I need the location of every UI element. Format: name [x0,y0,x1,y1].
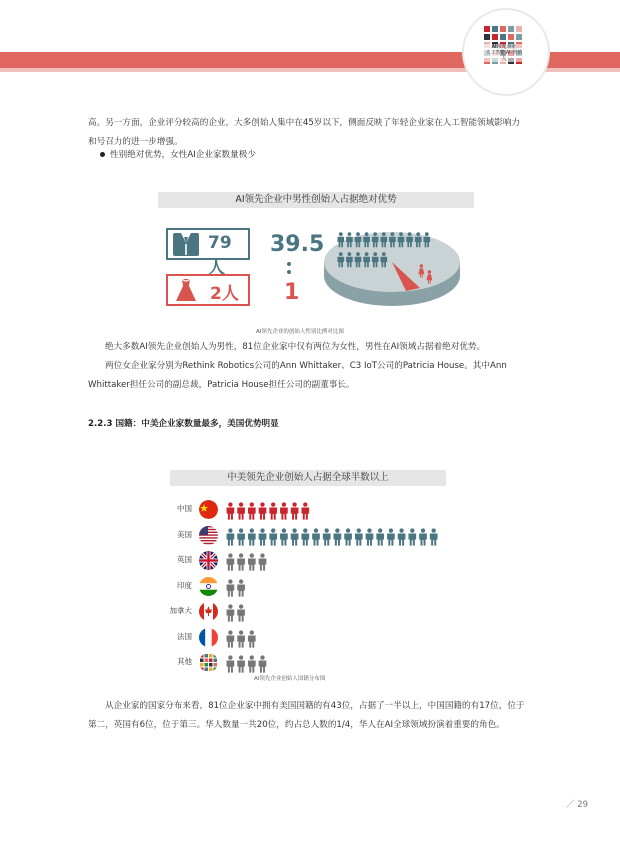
person-icon [259,502,267,519]
person-icon [301,528,309,545]
male-ratio-number: 39.5 [270,232,325,257]
person-icon [248,630,256,647]
usa-flag-icon [199,526,218,545]
person-icon [344,528,352,545]
report-logo-text: AI领先企业 人工智能AI·创始人 [485,44,523,62]
person-icon [237,655,245,672]
person-icon [366,528,374,545]
nationality-bar-6 [226,654,273,674]
paragraph-nationality: 从企业家的国家分布来看，81位企业家中拥有美国国籍的有43位，占据了一半以上，中国国籍的有17位，位于第二，英国有6位，位于第三。华人数量一共20位，约占总人数的1/4，华人在AI全球领域扮演着重要的角色。 [88,701,525,730]
person-icon [237,579,245,596]
person-icon [237,502,245,519]
india-flag-icon [199,577,218,596]
person-icon [227,528,235,545]
logo-tile [508,34,514,40]
person-icon [227,630,235,647]
person-icon [237,604,245,621]
logo-tile [492,26,498,32]
nationality-chart-caption: AI领先企业创始人国籍分布图 [254,676,326,682]
nationality-bar-4 [226,603,251,623]
country-label: 中国 [177,504,192,513]
person-icon [301,502,309,519]
bullet-text: 性别绝对优势，女性AI企业家数量极少 [110,150,256,160]
person-icon [237,553,245,570]
female-count-box [166,274,250,306]
person-icon [398,528,406,545]
person-icon [248,502,256,519]
suit-icon [172,231,200,257]
nationality-bar-2 [226,552,273,572]
ratio-colon-bottom [287,270,291,274]
nationality-chart-title: 中美领先企业创始人占据全球半数以上 [170,470,446,486]
logo-tile [492,34,498,40]
china-flag-icon [199,500,218,519]
canada-flag-icon [199,602,218,621]
logo-tile [484,26,490,32]
logo-tile [484,34,490,40]
uk-flag-icon [199,551,218,570]
male-count-label: 79人 [208,233,232,278]
page-number: ／ 29 [566,800,589,810]
logo-tile [500,34,506,40]
others-flags-icon [199,653,218,672]
paragraph-gender-1: 绝大多数AI领先企业创始人为男性，81位企业家中仅有两位为女性，男性在AI领域占据着绝对优势。 [105,342,486,352]
person-icon [323,528,331,545]
person-icon [237,630,245,647]
nationality-bar-3 [226,578,251,598]
gender-chart-title: AI领先企业中男性创始人占据绝对优势 [158,192,474,208]
person-icon [291,528,299,545]
country-label: 英国 [177,555,192,564]
person-icon [248,528,256,545]
logo-tile [500,26,506,32]
nationality-bar-1 [226,527,444,547]
country-label: 美国 [177,529,192,539]
person-icon [387,528,395,545]
person-icon [259,553,267,570]
person-icon [269,528,277,545]
person-icon [227,553,235,570]
female-count-label: 2人 [210,284,239,304]
paragraph-gender-2: 两位女企业家分别为Rethink Robotics公司的Ann Whittaker、C3 IoT公司的Patricia House。其中Ann Whittaker担任公司的副总裁，Patricia House担任公司的副董事长。 [88,361,507,390]
person-icon [259,528,267,545]
person-icon [376,528,384,545]
person-icon [259,655,267,672]
gender-pie-chart [320,220,470,310]
person-icon [419,528,427,545]
section-heading-nationality: 2.2.3 国籍：中美企业家数量最多，美国优势明显 [88,419,279,429]
person-icon [237,528,245,545]
logo-tile [516,34,522,40]
country-label: 法国 [177,631,192,641]
person-icon [430,528,438,545]
person-icon [280,502,288,519]
person-icon [355,528,363,545]
paragraph-age: 高。另一方面，企业评分较高的企业，大多创始人集中在45岁以下，侧面反映了年轻企业家在人工智能领域影响力和号召力的进一步增强。 [88,118,521,147]
person-icon [248,655,256,672]
gender-chart-caption: AI领先企业的创始人性别比例对比图 [256,329,344,335]
person-icon [227,655,235,672]
person-icon [227,579,235,596]
dress-icon [173,277,199,303]
bullet-gender [100,148,256,160]
person-icon [248,553,256,570]
logo-tile [508,26,514,32]
nationality-bar-0 [226,501,316,521]
ratio-colon-top [287,262,291,266]
person-icon [227,502,235,519]
female-ratio-number: 1 [284,280,300,305]
person-icon [227,604,235,621]
logo-tile [516,26,522,32]
person-icon [280,528,288,545]
country-label: 印度 [177,580,192,590]
country-label: 其他 [177,657,192,666]
person-icon [312,528,320,545]
country-label: 加拿大 [169,606,192,615]
person-icon [269,502,277,519]
bullet-dot-icon [100,152,105,157]
male-count-box [166,228,250,278]
person-icon [334,528,342,545]
nationality-bar-5 [226,629,262,649]
france-flag-icon [199,628,218,647]
person-icon [291,502,299,519]
person-icon [408,528,416,545]
